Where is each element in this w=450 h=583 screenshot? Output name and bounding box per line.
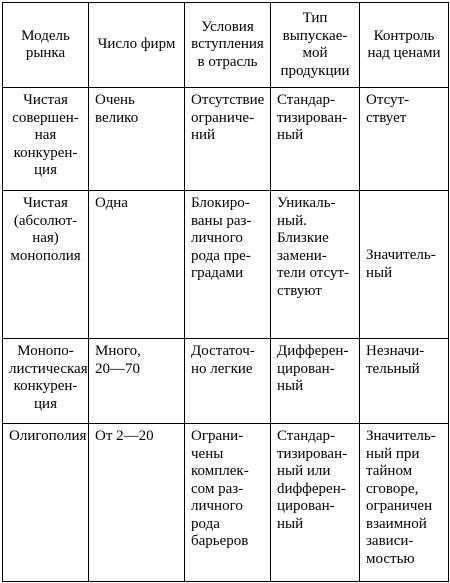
cell-entry: Отсутствие ограниче- ний: [185, 88, 271, 191]
cell-entry: Ограни- чены комплек- сом раз- личного рода барьеров: [185, 424, 271, 582]
cell-type: Стандар- тизирован- ный или dифферен- цирован- ный: [271, 424, 360, 582]
table-row: [3, 191, 449, 339]
cell-firms: От 2—20: [89, 424, 185, 582]
cell-price: Значитель- ный: [360, 191, 449, 339]
market-models-table: [2, 2, 449, 582]
cell-entry: Достаточ- но легкие: [185, 339, 271, 424]
table-row: [3, 88, 449, 191]
cell-price: Значитель- ный при тайном сговоре, ограничен взаимной зависи- мостью: [360, 424, 449, 582]
cell-firms: Одна: [89, 191, 185, 339]
cell-price: Незначи- тельный: [360, 339, 449, 424]
cell-model: Монопо- листическая конкурен- ция: [3, 339, 89, 424]
cell-type: Стандар- тизирован- ный: [271, 88, 360, 191]
cell-model: Чистая (абсолют- ная) монополия: [3, 191, 89, 339]
cell-firms: Много, 20—70: [89, 339, 185, 424]
header-entry: Условия вступления в отрасль: [185, 3, 271, 88]
cell-firms: Очень велико: [89, 88, 185, 191]
table-row: [3, 424, 449, 582]
header-type: Тип выпускае- мой продукции: [271, 3, 360, 88]
cell-type: Дифферен- цирован- ный: [271, 339, 360, 424]
header-price: Контроль над ценами: [360, 3, 449, 88]
cell-model: Чистая совершен- ная конкурен- ция: [3, 88, 89, 191]
cell-type: Уникаль- ный. Близкие замени- тели отсут- ствуют: [271, 191, 360, 339]
table-row: [3, 339, 449, 424]
cell-entry: Блокиро- ваны раз- личного рода пре- градами: [185, 191, 271, 339]
header-row: [3, 3, 449, 88]
cell-price: Отсут- ствует: [360, 88, 449, 191]
header-firms: Число фирм: [89, 3, 185, 88]
cell-model: Олигополия: [3, 424, 89, 582]
header-model: Модель рынка: [3, 3, 89, 88]
